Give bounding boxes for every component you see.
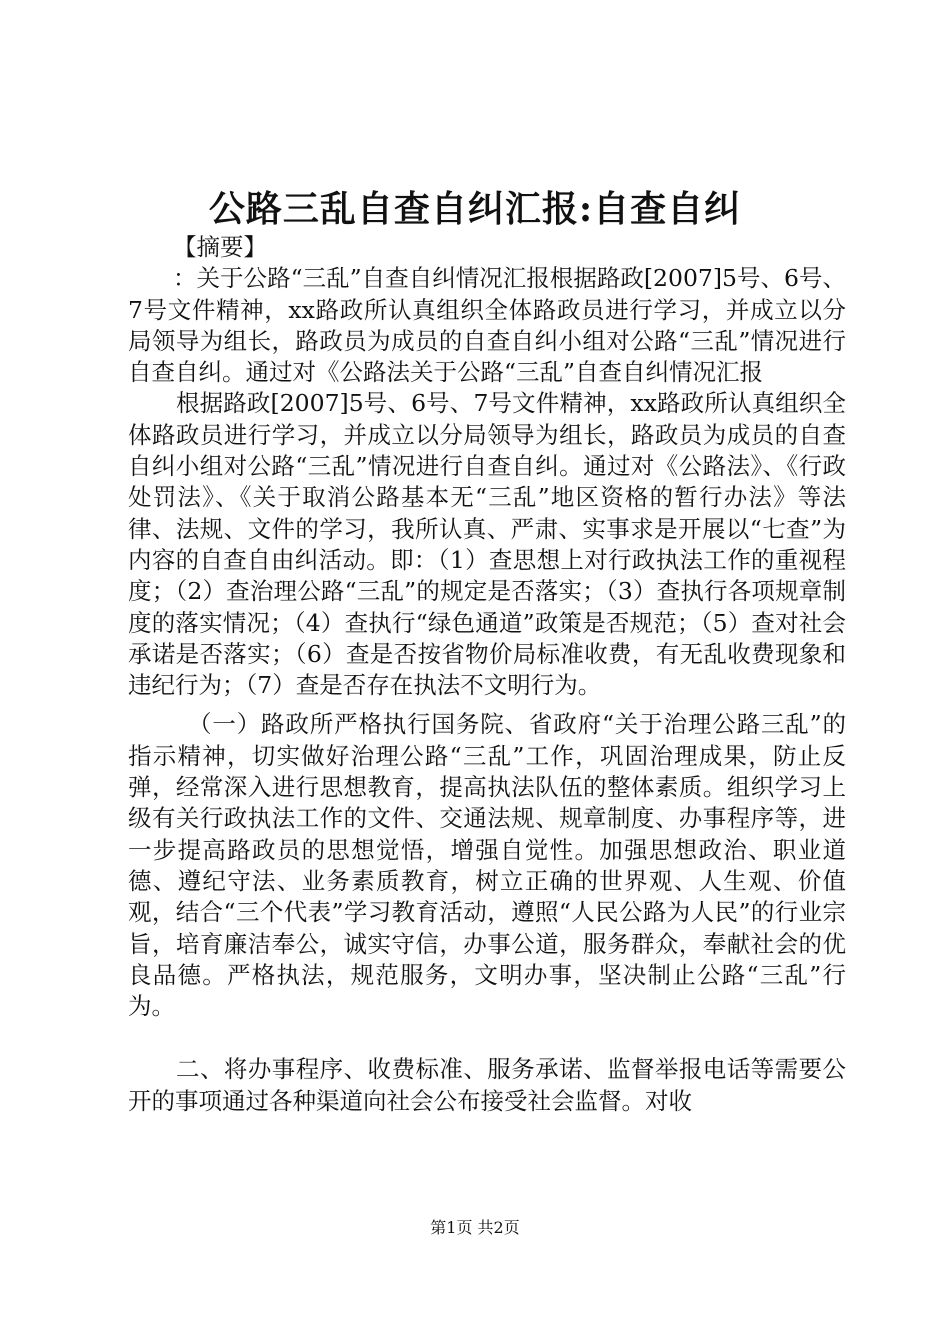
document-body xyxy=(128,232,846,1117)
body-paragraph-1: 根据路政[2007]5号、6号、7号文件精神，xx路政所认真组织全体路政员进行学习，并成立以分局领导为组长，路政员为成员的自查自纠小组对公路“三乱”情况进行自查自纠。通过对《公路法》、《行政处罚法》、《关于取消公路基本无“三乱”地区资格的暂行办法》等法律、法规、文件的学习，我所认真、严肃、实事求是开展以“七查”为内容的自查自由纠活动。即：（1）查思想上对行政执法工作的重视程度；（2）查治理公路“三乱”的规定是否落实；（3）查执行各项规章制度的落实情况；（4）查执行“绿色通道”政策是否规范；（5）查对社会承诺是否落实；（6）查是否按省物价局标准收费，有无乱收费现象和违纪行为；（7）查是否存在执法不文明行为。 xyxy=(128,389,846,700)
abstract-label: 【摘要】 xyxy=(173,233,267,261)
page-footer: 第1页 共2页 xyxy=(430,1218,520,1237)
abstract-paragraph: ：关于公路“三乱”自查自纠情况汇报根据路政[2007]5号、6号、7号文件精神，xx路政所认真组织全体路政员进行学习，并成立以分局领导为组长，路政员为成员的自查自纠小组对公路“三乱”情况进行自查自纠。通过对《公路法关于公路“三乱”自查自纠情况汇报 xyxy=(128,264,846,387)
body-paragraph-2: （一）路政所严格执行国务院、省政府“关于治理公路三乱”的指示精神，切实做好治理公路“三乱”工作，巩固治理成果，防止反弹，经常深入进行思想教育，提高执法队伍的整体素质。组织学习上级有关行政执法工作的文件、交通法规、规章制度、办事程序等，进一步提高路政员的思想觉悟，增强自觉性。加强思想政治、职业道德、遵纪守法、业务素质教育，树立正确的世界观、人生观、价值观，结合“三个代表”学习教育活动，遵照“人民公路为人民”的行业宗旨，培育廉洁奉公，诚实守信，办事公道，服务群众，奉献社会的优良品德。严格执法，规范服务，文明办事，坚决制止公路“三乱”行为。 xyxy=(128,710,846,1021)
document-title: 公路三乱自查自纠汇报:自查自纠 xyxy=(208,188,742,230)
body-paragraph-3: 二、将办事程序、收费标准、服务承诺、监督举报电话等需要公开的事项通过各种渠道向社会公布接受社会监督。对收 xyxy=(128,1055,846,1115)
